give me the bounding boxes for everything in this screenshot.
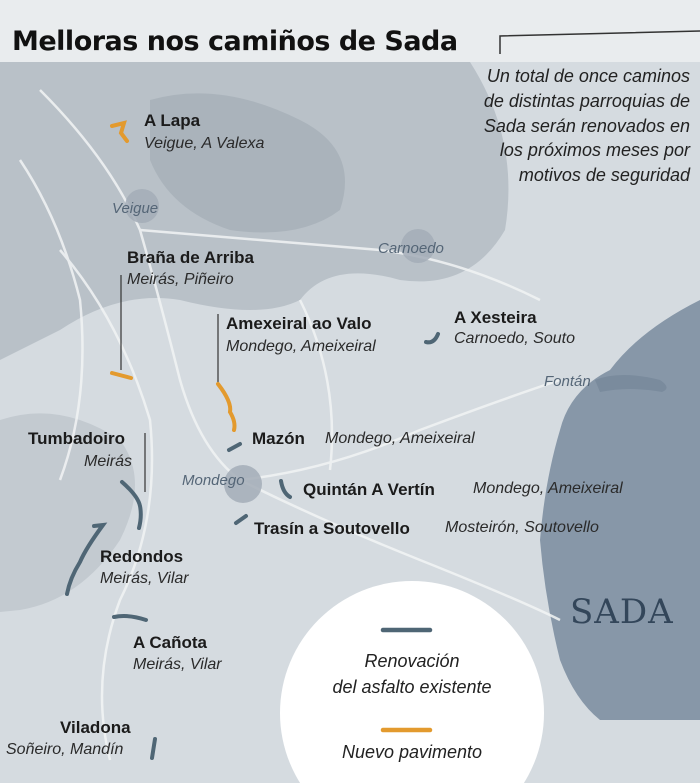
legend-renovation-label bbox=[292, 648, 532, 700]
road-parishes-trasin-a-soutovello: Mosteirón, Soutovello bbox=[445, 519, 599, 536]
road-name-redondos: Redondos bbox=[100, 547, 184, 566]
town-label-fontan: Fontán bbox=[544, 373, 591, 390]
town-label-veigue: Veigue bbox=[112, 200, 159, 217]
road-name-trasin-a-soutovello: Trasín a Soutovello bbox=[254, 519, 410, 538]
road-parishes-brana-de-arriba: Meirás, Piñeiro bbox=[127, 271, 234, 288]
road-parishes-redondos: Meirás, Vilar bbox=[100, 570, 189, 587]
town-label-mondego: Mondego bbox=[182, 472, 245, 489]
road-name-mazon: Mazón bbox=[252, 429, 305, 448]
road-name-amexeiral-ao-valo: Amexeiral ao Valo bbox=[226, 314, 372, 333]
town-label-sada: SADA bbox=[570, 592, 674, 632]
road-name-quintan-a-vertin: Quintán A Vertín bbox=[303, 480, 435, 499]
road-name-viladona: Viladona bbox=[60, 718, 131, 737]
road-name-a-canota: A Cañota bbox=[133, 633, 207, 652]
road-parishes-quintan-a-vertin: Mondego, Ameixeiral bbox=[473, 480, 623, 497]
road-name-brana-de-arriba: Braña de Arriba bbox=[127, 248, 254, 267]
road-parishes-a-xesteira: Carnoedo, Souto bbox=[454, 330, 575, 347]
road-parishes-tumbadoiro: Meirás bbox=[84, 453, 133, 470]
map-title: Melloras nos camiños de Sada bbox=[12, 26, 458, 57]
road-parishes-a-canota: Meirás, Vilar bbox=[133, 656, 222, 673]
road-parishes-amexeiral-ao-valo: Mondego, Ameixeiral bbox=[226, 338, 376, 355]
road-name-a-lapa: A Lapa bbox=[144, 111, 201, 130]
road-name-a-xesteira: A Xesteira bbox=[454, 308, 537, 327]
road-parishes-viladona: Soñeiro, Mandín bbox=[6, 741, 124, 758]
intro-text: Un total de once caminos de distintas parroquias de Sada serán renovados en los próximos meses por motivos de seguridad bbox=[483, 66, 690, 186]
legend-renovation-line2: del asfalto existente bbox=[332, 677, 492, 697]
town-label-carnoedo: Carnoedo bbox=[378, 240, 444, 257]
road-name-tumbadoiro: Tumbadoiro bbox=[28, 429, 125, 448]
legend-renovation-line1: Renovación bbox=[364, 651, 460, 671]
road-parishes-a-lapa: Veigue, A Valexa bbox=[144, 135, 265, 152]
road-parishes-mazon: Mondego, Ameixeiral bbox=[325, 430, 475, 447]
legend-new-pavement-label: Nuevo pavimento bbox=[341, 742, 483, 762]
